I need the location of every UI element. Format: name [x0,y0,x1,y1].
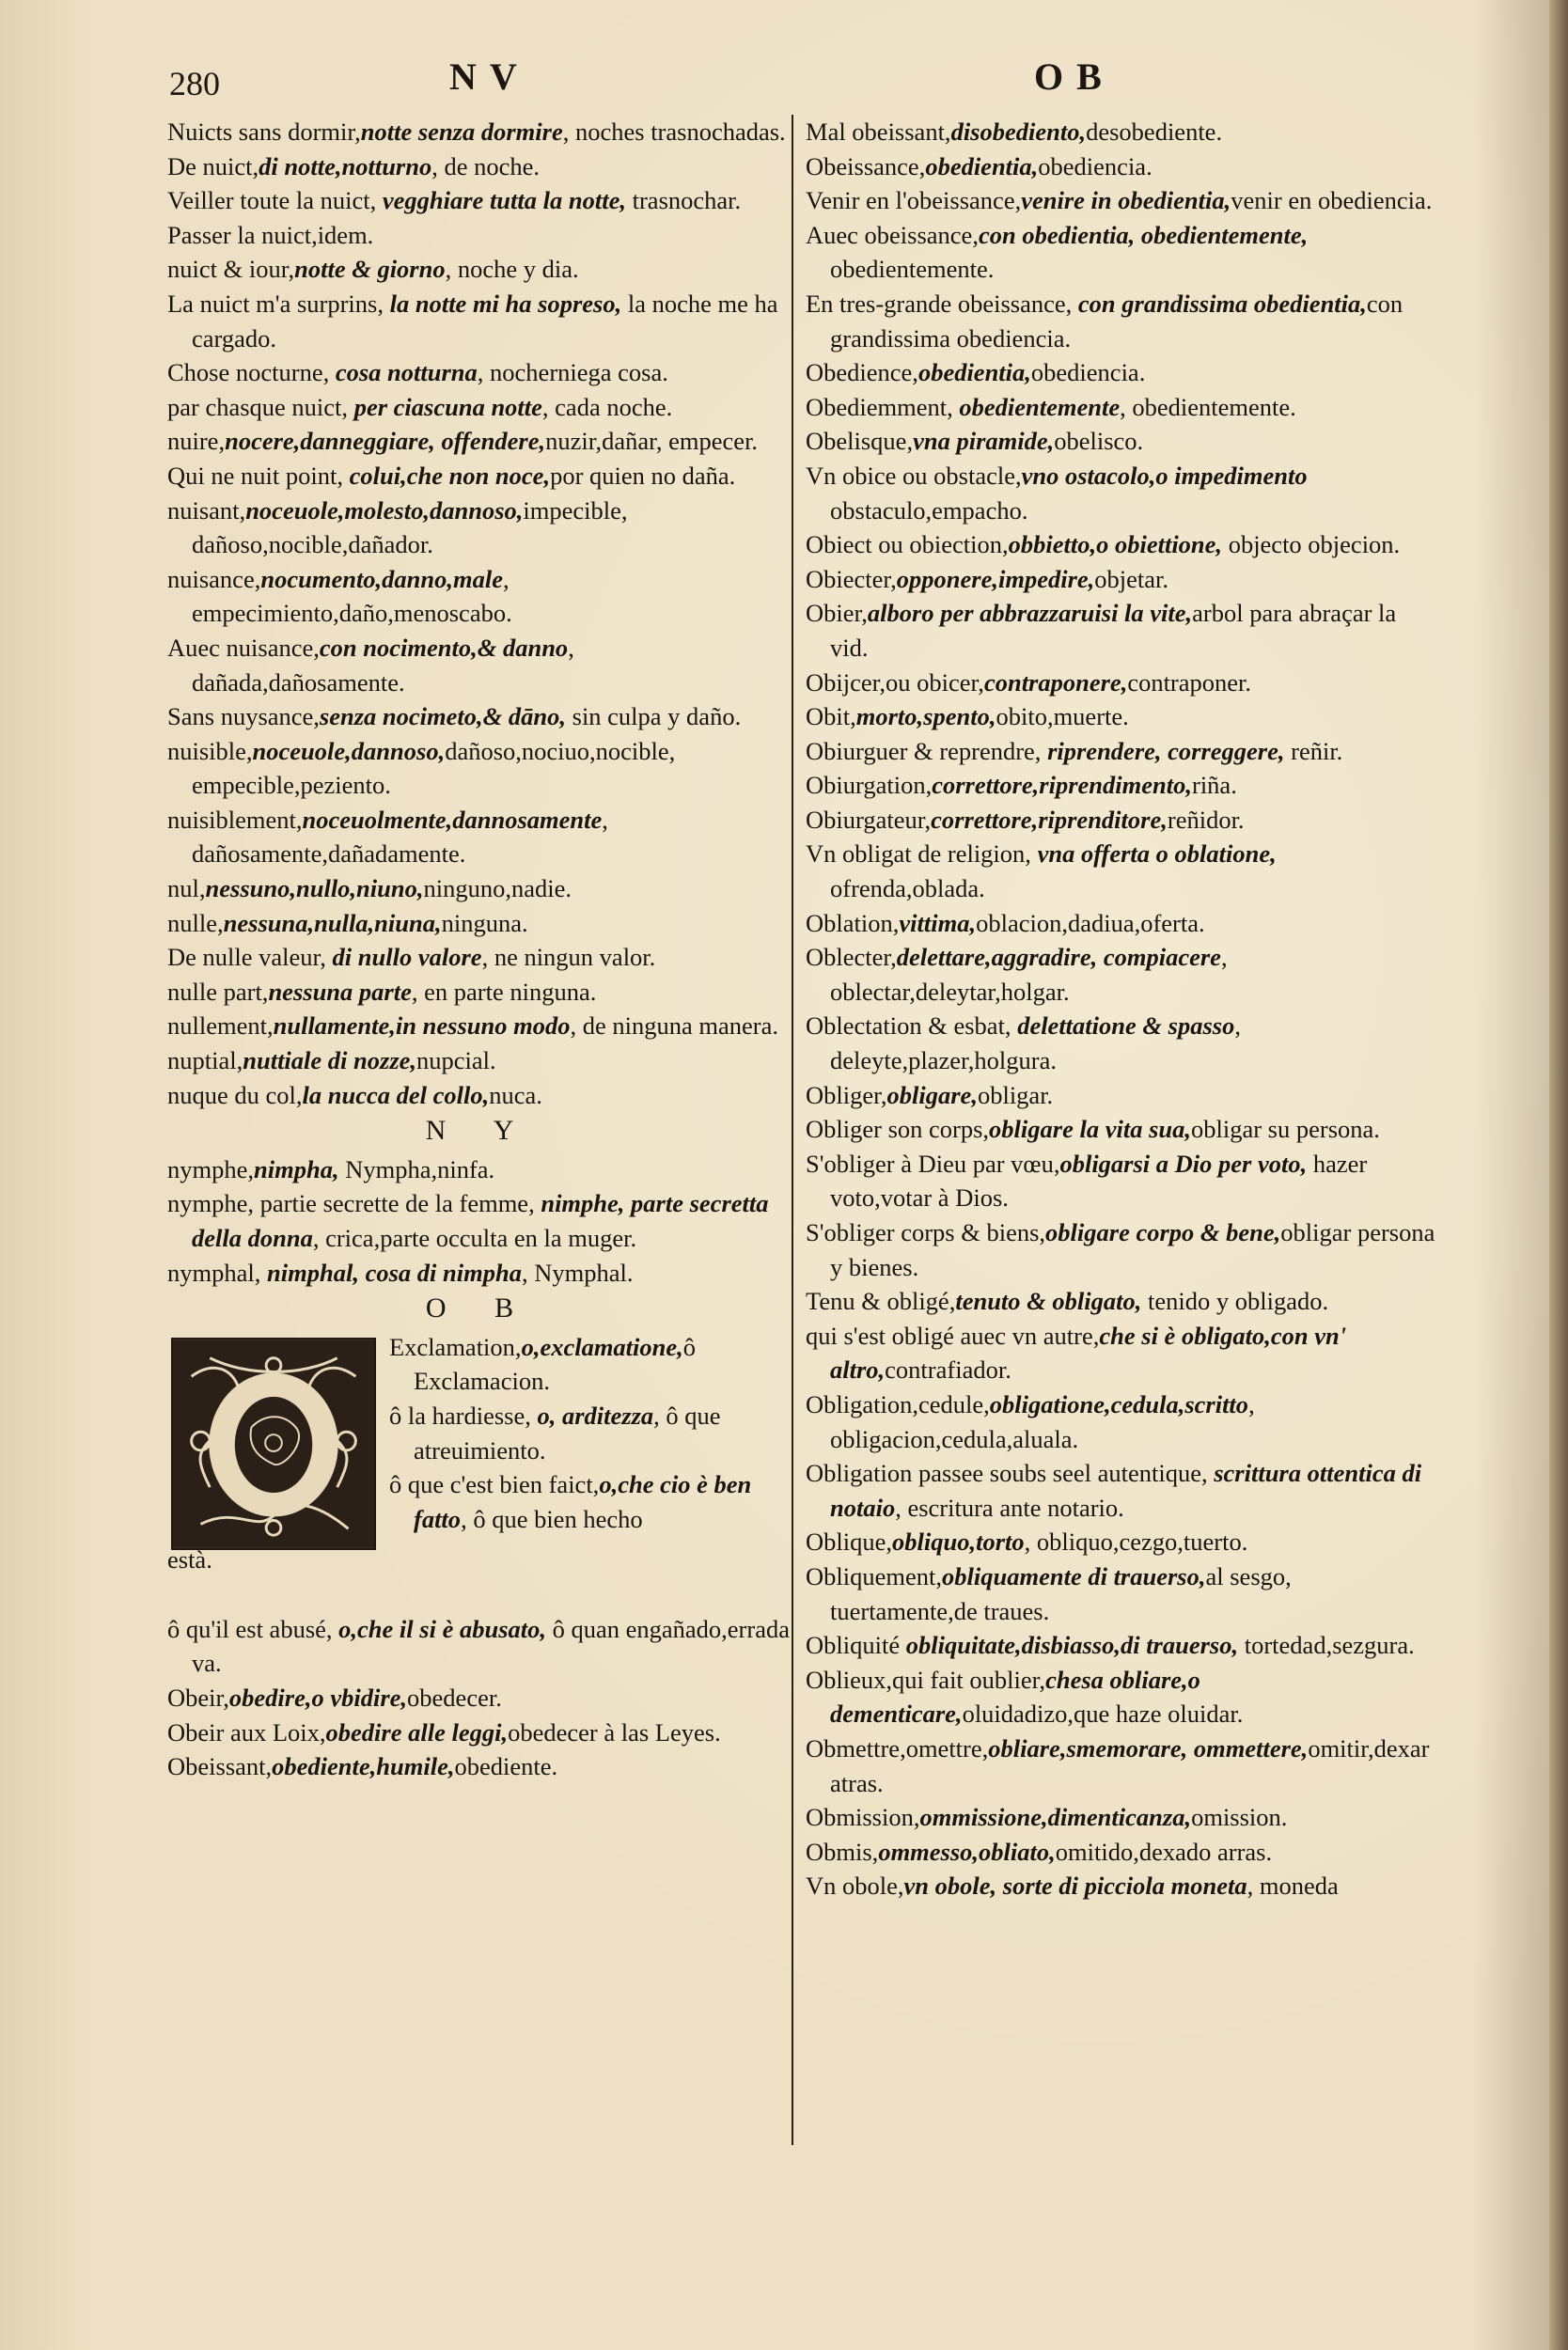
page-number: 280 [169,65,220,102]
dictionary-entry [167,699,792,734]
italian-gloss: obligare corpo & bene, [1045,1218,1281,1246]
dictionary-entry [806,1456,1437,1525]
entry-text: reñidor. [1167,805,1245,834]
right-column [806,115,1437,1904]
entry-text: nymphal, [167,1258,267,1287]
entry-text: contraponer. [1127,667,1252,697]
dictionary-entry [806,1731,1437,1800]
dictionary-entry [167,459,792,494]
italian-gloss: obligare, [886,1080,978,1109]
dictionary-entry [806,1387,1437,1456]
italian-gloss: scrittura ottentica di notaio [830,1459,1422,1522]
italian-gloss: morto,spento, [855,702,996,731]
entry-text: nymphe, [167,1154,254,1183]
italian-gloss: senza nocimeto,& dāno, [319,702,566,731]
entry-text: , en parte ninguna. [411,977,597,1006]
entry-text: Obiect ou obiection, [806,530,1009,559]
entry-text: obedecer. [407,1683,502,1712]
dictionary-entry [806,940,1437,1009]
italian-gloss: tenuto & obligato, [955,1287,1142,1316]
entry-text: nulle part, [167,977,269,1006]
dictionary-entry [167,1152,792,1187]
dictionary-entry [167,803,792,871]
italian-gloss: correttore,riprenditore, [931,805,1168,834]
italian-gloss: nimphe, parte secretta della donna [192,1189,769,1252]
entry-text: sin culpa y daño. [566,702,742,731]
entry-text: nupcial. [416,1046,496,1075]
italian-gloss: nimphal, cosa di nimpha [267,1258,522,1287]
entry-text: ô quan engañado,errada va. [192,1614,790,1678]
entry-text: obligar. [977,1080,1054,1109]
entry-text: obelisco. [1054,427,1144,456]
entry-text: ô qu'il est abusé, [167,1614,339,1643]
section-heading-ny: N Y [425,1115,535,1147]
entry-text: Auec obeissance, [806,220,979,249]
entry-text: Obiurguer & reprendre, [806,736,1048,765]
entry-text: Obediemment, [806,392,960,421]
dictionary-entry [806,183,1437,218]
entry-text: Oblation, [806,908,900,937]
dictionary-entry [806,527,1437,562]
dictionary-entry [167,940,792,975]
italian-gloss: nessuna,nulla,niuna, [223,908,442,937]
dictionary-entry [806,1147,1437,1215]
dictionary-entry [806,218,1437,287]
entry-text: obediente. [454,1752,558,1781]
entry-text: Obeir aux Loix, [167,1717,326,1747]
italian-gloss: notte & giorno [294,255,446,284]
dictionary-entry [167,1078,792,1113]
italian-gloss: o,che il si è abusato, [338,1614,546,1643]
entry-text: obedecer à las Leyes. [508,1717,721,1747]
entry-text: nullement, [167,1011,274,1041]
italian-gloss: obliquamente di trauerso, [942,1561,1206,1590]
italian-gloss: obliquo,torto [892,1528,1025,1557]
dictionary-entry [806,1525,1437,1559]
dictionary-entry [806,596,1437,665]
entry-text: Obier, [806,599,868,628]
entry-text: , oblectar,deleytar,holgar. [830,943,1228,1006]
dictionary-entry [806,1835,1437,1870]
entry-text: , cada noche. [541,392,673,421]
entry-text: nuca. [489,1080,542,1109]
italian-gloss: obedire alle leggi, [325,1717,509,1747]
entry-text: Mal obeissant, [806,118,951,146]
entry-text: oblacion,dadiua,oferta. [976,908,1205,937]
entry-text: impecible, dañoso,nocible,dañador. [192,495,628,559]
dictionary-entry [806,699,1437,734]
italian-gloss: contraponere, [983,667,1128,697]
entry-text: Obiecter, [806,564,897,593]
running-head-right: OB [1034,55,1115,98]
entry-text: obligar persona y bienes. [830,1218,1435,1281]
dictionary-entry [806,1284,1437,1319]
dictionary-entry [167,906,792,941]
dictionary-entry [806,837,1437,905]
entry-text: S'obliger corps & biens, [806,1218,1046,1246]
italian-gloss: per ciascuna notte [353,392,542,421]
italian-gloss: noceuole,molesto,dannoso, [245,495,524,525]
entry-text: nuict & iour, [167,255,295,284]
entry-text: Obelisque, [806,427,914,456]
entry-text: Venir en l'obeissance, [806,186,1022,215]
left-column [167,115,792,1784]
italian-gloss: delettatione & spasso [1017,1011,1235,1041]
entry-text: Exclamation, [389,1332,522,1361]
entry-text: Oblique, [806,1528,892,1557]
italian-gloss: obedire,o vbidire, [228,1683,408,1712]
italian-gloss: obligarsi a Dio per voto, [1059,1149,1308,1178]
ny-entries [167,1152,792,1290]
entry-text: Obmis, [806,1837,879,1866]
italian-gloss: o,che cio è ben fatto [414,1470,752,1533]
entry-text: S'obliger à Dieu par vœu, [806,1149,1060,1178]
dictionary-entry [389,1399,793,1467]
dictionary-entry [806,1628,1437,1663]
entry-text: Auec nuisance, [167,633,320,662]
dictionary-entry [167,424,792,459]
entry-text: ninguna. [441,908,528,937]
entry-text: riña. [1192,771,1237,800]
dictionary-entry [806,1319,1437,1387]
entry-text: Tenu & obligé, [806,1287,956,1316]
dictionary-entry [806,1800,1437,1835]
entry-text: ô Exclamacion. [414,1332,697,1396]
entry-text: Obmission, [806,1803,920,1832]
dictionary-entry [806,287,1437,355]
italian-gloss: nimpha, [254,1154,339,1183]
entry-text: , empecimiento,daño,menoscabo. [192,564,512,628]
entry-text: , ne ningun valor. [481,943,656,972]
entry-text: por quien no daña. [550,461,736,490]
italian-gloss: opponere,impedire, [896,564,1095,593]
dictionary-entry [806,666,1437,700]
ornamental-initial-o [171,1338,376,1550]
dictionary-entry [806,803,1437,838]
entry-text: , dañada,dañosamente. [192,633,574,697]
nu-entries [167,115,792,1112]
italian-gloss: nessuna parte [268,977,412,1006]
entry-text: Obeir, [167,1683,229,1712]
entry-text: , de ninguna manera. [570,1011,778,1041]
entry-text: Obligation,cedule, [806,1389,990,1418]
italian-gloss: cosa notturna [335,358,478,387]
italian-gloss: o,exclamatione, [521,1332,683,1361]
italian-gloss: di notte,notturno [259,151,432,180]
entry-text: Oblecter, [806,943,897,972]
dictionary-entry [167,390,792,425]
entry-text: nuisible, [167,736,253,765]
dictionary-entry [167,1681,792,1716]
dictionary-entry [806,1078,1437,1113]
entry-text: , ô que bien hecho [461,1504,643,1533]
italian-gloss: colui,che non noce, [349,461,551,490]
dictionary-entry [389,1467,793,1536]
entry-text: Obiurgation, [806,771,933,800]
entry-text: , dañosamente,dañadamente. [192,805,608,869]
dictionary-entry [167,149,792,184]
entry-text: omitido,dexado arras. [1055,1837,1273,1866]
entry-text: Obmettre,omettre, [806,1733,989,1762]
entry-text: , obligacion,cedula,aluala. [830,1389,1255,1453]
entry-text: ninguno,nadie. [423,874,572,903]
italian-gloss: vno ostacolo,o impedimento [1021,461,1308,490]
dictionary-entry [806,1663,1437,1731]
entry-text: obstaculo,empacho. [830,495,1028,525]
ob-left-entries [167,1612,792,1784]
italian-gloss: alboro per abbrazzaruisi la vite, [867,599,1193,628]
entry-text: nymphe, partie secrette de la femme, [167,1189,541,1218]
entry-text: , obliquo,cezgo,tuerto. [1024,1528,1248,1557]
dictionary-entry [806,1559,1437,1628]
ornamental-initial-block [167,1330,792,1612]
italian-gloss: noceuole,dannoso, [252,736,446,765]
entry-text: , ô que atreuimiento. [414,1401,721,1465]
entry-text: Oblectation & esbat, [806,1011,1018,1041]
dictionary-entry [167,1009,792,1043]
entry-text: Vn obligat de religion, [806,839,1038,869]
entry-text: obedientemente. [830,255,995,284]
dictionary-entry [167,975,792,1010]
entry-text: nuzir,dañar, empecer. [545,427,759,456]
entry-text: Oblieux,qui fait oublier, [806,1665,1046,1694]
italian-gloss: obligare la vita sua, [989,1115,1191,1144]
entry-text: Chose nocturne, [167,358,336,387]
italian-gloss: vegghiare tutta la notte, [382,186,626,215]
italian-gloss: obliquitate,disbiasso,di trauerso, [905,1631,1239,1660]
italian-gloss: vna offerta o oblatione, [1037,839,1277,869]
page-edge [1549,0,1568,2350]
entry-text: , obedientemente. [1120,392,1296,421]
entry-text: Obliger son corps, [806,1115,990,1144]
entry-text: En tres-grande obeissance, [806,289,1078,318]
entry-text: Sans nuysance, [167,702,320,731]
entry-text: nuptial, [167,1046,243,1075]
ob-right-entries [806,115,1437,1904]
entry-text: De nulle valeur, [167,943,333,972]
dictionary-entry [806,1869,1437,1904]
dictionary-entry [167,1612,792,1681]
dictionary-entry [806,390,1437,425]
italian-gloss: correttore,riprendimento, [932,771,1192,800]
entry-text: par chasque nuict, [167,392,354,421]
italian-gloss: nuttiale di nozze, [243,1046,417,1075]
italian-gloss: con grandissima obedientia, [1077,289,1367,318]
italian-gloss: di nullo valore [332,943,482,972]
entry-text: Obedience, [806,358,918,387]
entry-text: contrafiador. [885,1355,1011,1385]
initial-tail-text: està. [167,1544,212,1574]
italian-gloss: obligatione,cedula,scritto [989,1389,1249,1418]
entry-text: obediencia. [1038,151,1152,180]
entry-text: , noche y dia. [445,255,579,284]
italian-gloss: che si è obligato,con vn' altro, [830,1321,1347,1385]
entry-text: reñir. [1284,736,1343,765]
dictionary-entry [167,1716,792,1750]
dictionary-entry [806,562,1437,597]
dictionary-entry [806,115,1437,149]
italian-gloss: con nocimento,& danno [319,633,569,662]
italian-gloss: delettare,aggradire, compiacere [896,943,1221,972]
entry-text: La nuict m'a surprins, [167,289,390,318]
dictionary-entry [167,218,792,253]
italian-gloss: nocumento,danno,male [260,564,504,593]
italian-gloss: obediente,humile, [272,1752,455,1781]
floral-ornament-icon [173,1340,374,1548]
entry-text: Vn obole, [806,1872,904,1901]
entry-text: Veiller toute la nuict, [167,186,383,215]
entry-text: ô la hardiesse, [389,1401,538,1430]
entry-text: nuque du col, [167,1080,303,1109]
dictionary-entry [167,115,792,149]
entry-text: nul, [167,874,206,903]
italian-gloss: la nucca del collo, [302,1080,490,1109]
dictionary-entry [167,562,792,631]
italian-gloss: obedientia, [925,151,1039,180]
dictionary-entry [806,355,1437,390]
italian-gloss: con obedientia, obedientemente, [978,220,1309,249]
dictionary-entry [167,1043,792,1078]
dictionary-entry [167,183,792,218]
entry-text: trasnochar. [626,186,742,215]
entry-text: Obiurgateur, [806,805,932,834]
entry-text: obligar su persona. [1191,1115,1380,1144]
entry-text: , deleyte,plazer,holgura. [830,1011,1241,1075]
italian-gloss: obbietto,o obiettione, [1008,530,1223,559]
dictionary-entry [806,734,1437,769]
dictionary-entry [806,424,1437,459]
entry-text: hazer voto,votar à Dios. [830,1149,1368,1213]
italian-gloss: obedientia, [917,358,1031,387]
entry-text: Obijcer,ou obicer, [806,667,984,697]
entry-text: venir en obediencia. [1231,186,1433,215]
entry-text: , escritura ante notario. [895,1493,1124,1522]
entry-text: Passer la nuict,idem. [167,220,374,249]
entry-text: Vn obice ou obstacle, [806,461,1022,490]
entry-text: al sesgo, tuertamente,de traues. [830,1561,1292,1625]
entry-text: obito,muerte. [996,702,1129,731]
entry-text: qui s'est obligé auec vn autre, [806,1321,1100,1350]
entry-text: Obliquement, [806,1561,942,1590]
entry-text: Qui ne nuit point, [167,461,350,490]
dictionary-entry [389,1330,793,1399]
entry-text: tortedad,sezgura. [1238,1631,1415,1660]
entry-text: , crica,parte occulta en la muger. [312,1224,637,1252]
entry-text: nuire, [167,427,226,456]
dictionary-entry [167,1749,792,1784]
entry-text: dañoso,nociuo,nocible, empecible,peziento. [192,736,676,800]
dictionary-entry [167,494,792,562]
entry-text: omitir,dexar atras. [830,1733,1430,1797]
entry-text: Obliquité [806,1631,906,1660]
dictionary-entry [806,149,1437,184]
entry-text: omission. [1191,1803,1288,1832]
entry-text: tenido y obligado. [1141,1287,1329,1316]
section-heading-ob: O B [425,1292,535,1324]
italian-gloss: vn obole, sorte di picciola moneta [903,1872,1247,1901]
italian-gloss: nocere,danneggiare, offendere, [225,427,546,456]
entry-text: Nympha,ninfa. [338,1154,495,1183]
italian-gloss: disobediento, [950,118,1087,146]
dictionary-entry [167,631,792,699]
italian-gloss: noceuolmente,dannosamente [302,805,603,834]
entry-text: ofrenda,oblada. [830,874,985,903]
dictionary-entry [806,459,1437,527]
dictionary-entry [806,1009,1437,1077]
italian-gloss: o, arditezza [537,1401,654,1430]
dictionary-entry [167,252,792,287]
italian-gloss: notte senza dormire [360,118,563,146]
dictionary-entry [806,1215,1437,1284]
entry-text: , nocherniega cosa. [477,358,668,387]
italian-gloss: venire in obedientia, [1021,186,1231,215]
entry-text: Obligation passee soubs seel autentique, [806,1459,1215,1488]
entry-text: Obliger, [806,1080,887,1109]
entry-text: ô que c'est bien faict, [389,1470,600,1499]
dictionary-entry [167,287,792,355]
dictionary-entry [806,768,1437,803]
entry-text: objecto objecion. [1222,530,1401,559]
italian-gloss: obedientemente [959,392,1121,421]
entry-text: arbol para abraçar la vid. [830,599,1397,662]
italian-gloss: ommissione,dimenticanza, [919,1803,1192,1832]
dictionary-entry [167,871,792,906]
entry-text: De nuict, [167,151,259,180]
entry-text: , moneda [1247,1872,1339,1901]
dictionary-entry [167,355,792,390]
entry-text: , noches trasnochadas. [562,118,786,146]
entry-text: desobediente. [1086,118,1223,146]
italian-gloss: la notte mi ha sopreso, [389,289,622,318]
entry-text: oluidadizo,que haze oluidar. [962,1700,1244,1729]
italian-gloss: vna piramide, [913,427,1055,456]
entry-text: , Nymphal. [521,1258,634,1287]
dictionary-entry [167,734,792,803]
entry-text: nulle, [167,908,224,937]
entry-text: Nuicts sans dormir, [167,118,361,146]
entry-text: , de noche. [431,151,541,180]
entry-text: obediencia. [1030,358,1146,387]
entry-text: nuisant, [167,495,246,525]
entry-text: con grandissima obediencia. [830,289,1403,352]
initial-entries [389,1330,793,1537]
entry-text: nuisiblement, [167,805,303,834]
italian-gloss: vittima, [899,908,977,937]
italian-gloss: obliare,smemorare, ommettere, [988,1733,1309,1762]
italian-gloss: ommesso,obliato, [878,1837,1056,1866]
italian-gloss: chesa obliare,o dementicare, [830,1665,1200,1729]
dictionary-entry [806,906,1437,941]
italian-gloss: riprendere, correggere, [1047,736,1285,765]
entry-text: Obeissance, [806,151,926,180]
entry-text: nuisance, [167,564,261,593]
entry-text: Obeissant, [167,1752,273,1781]
entry-text: Obit, [806,702,856,731]
entry-text: la noche me ha cargado. [192,289,778,352]
dictionary-entry [806,1112,1437,1147]
italian-gloss: nullamente,in nessuno modo [273,1011,571,1041]
entry-text: objetar. [1094,564,1169,593]
dictionary-entry [167,1256,792,1291]
dictionary-entry [167,1186,792,1255]
running-head-left: NV [449,55,530,98]
initial-tail [167,1543,792,1577]
italian-gloss: nessuno,nullo,niuno, [205,874,424,903]
